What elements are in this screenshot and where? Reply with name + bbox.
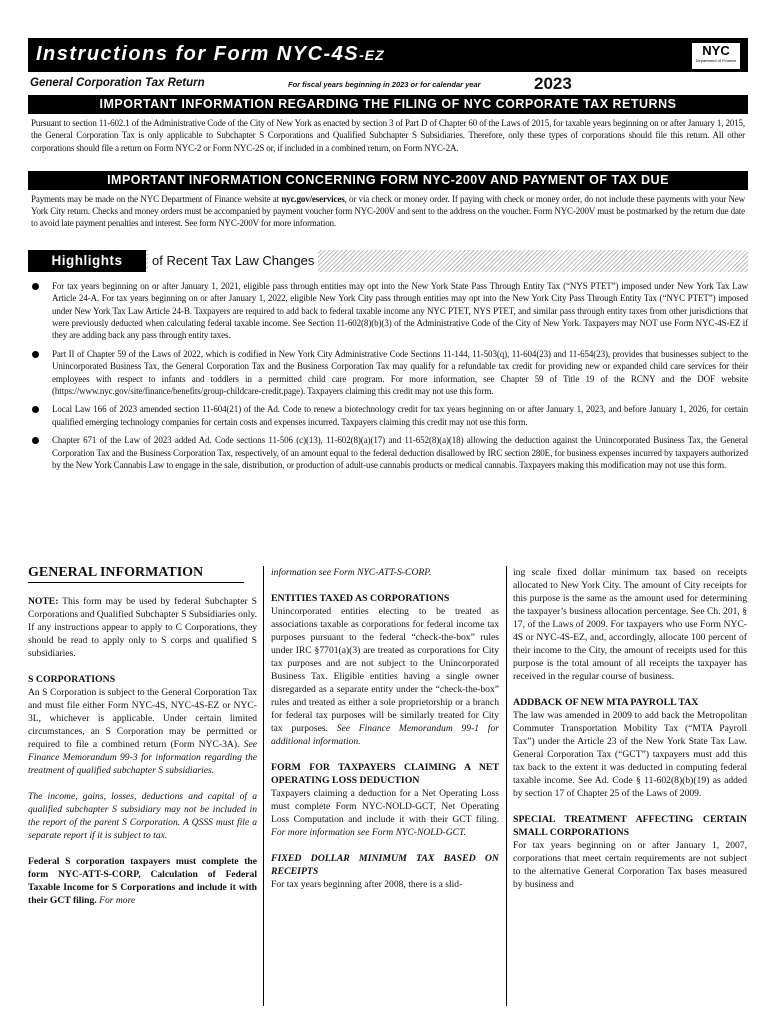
mta-heading: ADDBACK OF NEW MTA PAYROLL TAX — [513, 697, 699, 708]
eservices-link[interactable]: nyc.gov/eservices — [281, 193, 345, 204]
column-divider — [263, 566, 264, 1006]
note-paragraph: NOTE: This form may be used by federal Subchapter S Corporations and Qualified Subchapter S Subsidiaries only. If any instructions appear to apply to C Corporations, they should be read to apply only to S corps and qualified S subsidiaries. — [28, 596, 257, 659]
s-corp-paragraph: S CORPORATIONS An S Corporation is subject to the General Corporation Tax and must file either Form NYC-4S, NYC-4S-EZ or NYC-3L, whichever is applicable. Under certain limited circumstances, an S Corporation may be permitted or required to file a combined return (Form NYC-3A). See Finance Memorandum 99-3 for information regarding the treatment of qualified subchapter S subsidiaries. — [28, 674, 257, 776]
highlights-label: Highlights — [28, 250, 146, 272]
special-treatment-heading: SPECIAL TREATMENT AFFECTING CERTAIN SMALL CORPORATIONS — [513, 814, 747, 838]
qsss-paragraph: The income, gains, losses, deductions and capital of a qualified subchapter S subsidiary may not be included in the report of the parent S Corporation. A QSSS must file a separate report if it is subject to tax. — [28, 791, 257, 841]
list-item: For tax years beginning on or after January 1, 2021, eligible pass through entities may opt into the New York State Pass Through Entity Tax (“NYS PTET”) imposed under New York Tax Law Article 24-A. For tax years beginning on or after January 1, 2022, eligible New York City pass through entities may opt into the New York City Pass Through Entity Tax (“NYC PTET”) imposed under New York Tax Law Article 24-B. Taxpayers are required to add back to federal taxable income any NYC PTET, NYS PTET, and similar pass through entity taxes from other jurisdictions that were previously deducted when calculating federal taxable income. See Section 11-602(8)(b)(3) of the Administrative Code of the City of New York. Taxpayers may NOT use Form NYC-4S-EZ if they are adding back any pass through entity taxes. — [28, 280, 748, 342]
general-info-title: GENERAL INFORMATION — [28, 566, 244, 583]
column-2 — [271, 566, 499, 904]
list-item: Part II of Chapter 59 of the Laws of 2022, which is codified in New York City Administrative Code Sections 11-144, 11-503(q), 11-604(23) and 11-654(23), provides that businesses subject to the Unincorporated Business Tax, the General Corporation Tax and the Business Corporation Tax may qualify for a refundable tax credit for providing new or expanded child care services for their employees with respect to infants and toddlers in a permitted child care program. For more information, see Chapter 59 of Title 19 of the RCNY and the DOF website (https://www.nyc.gov/site/finance/benefits/group-childcare-credit.page). Taxpayers claiming this credit may not use this form. — [28, 348, 748, 398]
filing-info-body: Pursuant to section 11-602.1 of the Administrative Code of the City of New York as enacted by section 3 of Part D of Chapter 60 of the Laws of 2015, for taxable years beginning on or after January 1, 2015, the General Corporation Tax is only applicable to Subchapter S Corporations and Qualified Subchapter S Subsidiaries. Therefore, only these types of corporations should file this return. All other corporations should file a return on Form NYC-2 or Form NYC-2S or, if included in a combined return, on Form NYC-2A. — [31, 118, 745, 153]
bullet-icon — [32, 406, 39, 413]
special-treatment-paragraph: SPECIAL TREATMENT AFFECTING CERTAIN SMALL CORPORATIONS For tax years beginning on or after January 1, 2007, corporations that meet certain requirements are not subject to the alternative General Corporation Tax bases measured by business and — [513, 814, 747, 890]
column-3 — [513, 566, 747, 904]
subtitle-row — [28, 74, 748, 94]
nyc-logo: NYC Department of Finance — [692, 43, 740, 69]
highlights-header — [28, 250, 748, 272]
nol-heading: FORM FOR TAXPAYERS CLAIMING A NET OPERATING LOSS DEDUCTION — [271, 762, 499, 786]
bullet-icon — [32, 437, 39, 444]
filing-info-heading: IMPORTANT INFORMATION REGARDING THE FILING OF NYC CORPORATE TAX RETURNS — [28, 95, 748, 114]
form-subtitle: General Corporation Tax Return — [30, 77, 205, 89]
page — [28, 38, 748, 477]
list-item: Local Law 166 of 2023 amended section 11-604(21) of the Ad. Code to renew a biotechnology credit for tax years beginning on or after January 1, 2023, and before January 1, 2026, for certain qualified emerging technology companies for certain costs and expenses incurred. Taxpayers claiming this credit may not use this form. — [28, 403, 748, 428]
fixed-dollar-heading: FIXED DOLLAR MINIMUM TAX BASED ON RECEIPTS — [271, 853, 499, 877]
nyc200v-body: Payments may be made on the NYC Department of Finance website at nyc.gov/eservices, or via check or money order. If paying with check or money order, do not include these payments with your New York City return. Checks and money orders must be accompanied by payment voucher form NYC-200V and sent to the address on the voucher. Form NYC-200V must be postmarked by the return due date to avoid late payment penalties and interest. See form NYC-200V for more information. — [31, 193, 746, 229]
s-corp-heading: S CORPORATIONS — [28, 674, 116, 685]
nol-paragraph: FORM FOR TAXPAYERS CLAIMING A NET OPERATING LOSS DEDUCTION Taxpayers claiming a deduction for a Net Operating Loss must complete Form NYC-NOLD-GCT, Net Operating Loss Computation and include it with their GCT filing. For more information see Form NYC-NOLD-GCT. — [271, 762, 499, 838]
highlights-subtitle: of Recent Tax Law Changes — [148, 250, 318, 272]
fiscal-note: For fiscal years beginning in 2023 or for calendar year — [288, 80, 481, 89]
form-title-suffix: -EZ — [359, 47, 385, 63]
tax-year: 2023 — [534, 74, 572, 93]
col2-continuation: information see Form NYC-ATT-S-CORP. — [271, 567, 432, 578]
fixed-dollar-paragraph: FIXED DOLLAR MINIMUM TAX BASED ON RECEIPTS For tax years beginning after 2008, there is a slid- — [271, 853, 499, 890]
bullet-icon — [32, 351, 39, 358]
title-bar — [28, 38, 748, 72]
form-title: Instructions for Form NYC-4S-EZ — [36, 43, 385, 65]
entities-paragraph: ENTITIES TAXED AS CORPORATIONS Unincorporated entities electing to be treated as associations taxable as corporations for federal income tax purposes pursuant to the federal “check-the-box” rules under IRC §7701(a)(3) are treated as corporations for City tax purposes and are not subject to the Unincorporated Business Tax. Eligible entities having a single owner disregarded as a separate entity under the “check-the-box” rules and treated as either a sole proprietorship or a branch for federal tax purposes will be similarly treated for City tax purposes. See Finance Memorandum 99-1 for additional information. — [271, 593, 499, 747]
column-1 — [28, 566, 257, 920]
list-item: Chapter 671 of the Law of 2023 added Ad. Code sections 11-506 (c)(13), 11-602(8)(a)(17) and 11-652(8)(a)(18) allowing the deduction against the Unincorporated Business Tax, the General Corporation Tax and the Business Corporation Tax, respectively, of an amount equal to the federal deduction disallowed by IRC section 280E, for business expenses incurred by taxpayers authorized by the New York Cannabis Law to engage in the sale, distribution, or production of adult-use cannabis products or medical cannabis. Taxpayers making this modification may not use this form. — [28, 434, 748, 471]
mta-paragraph: ADDBACK OF NEW MTA PAYROLL TAX The law was amended in 2009 to add back the Metropolitan Commuter Transportation Mobility Tax (“MTA Payroll Tax”) under the Article 23 of the New York State Tax Law. General Corporation Tax (“GCT”) taxpayers must add this tax back to the extent it was deducted in computing federal taxable income. See Ad. Code § 11-602(8)(b)(19) as added by section 17 of Chapter 25 of the Laws of 2009. — [513, 697, 747, 799]
col3-continuation: ing scale fixed dollar minimum tax based on receipts allocated to New York City. The amount of City receipts for this purpose is the same as the amount used for determining the taxpayer’s business allocation percentage. See Ch. 201, § 17, of the Laws of 2009. For taxpayers who use Form NYC-4S or NYC-4S-EZ, and, accordingly, allocate 100 percent of their income to the City, the amount of receipts used for this purpose is the total amount of all receipts the taxpayer has received in the regular course of business. — [513, 567, 748, 682]
entities-heading: ENTITIES TAXED AS CORPORATIONS — [271, 593, 450, 604]
highlights-list — [28, 280, 748, 472]
fed-s-corp-paragraph: Federal S corporation taxpayers must complete the form NYC-ATT-S-CORP, Calculation of Federal Taxable Income for S Corporations and include it with their GCT filing. For more — [28, 856, 257, 906]
body-columns — [28, 566, 748, 1016]
nyc200v-heading: IMPORTANT INFORMATION CONCERNING FORM NYC-200V AND PAYMENT OF TAX DUE — [28, 171, 748, 190]
column-divider — [506, 566, 507, 1006]
bullet-icon — [32, 283, 39, 290]
